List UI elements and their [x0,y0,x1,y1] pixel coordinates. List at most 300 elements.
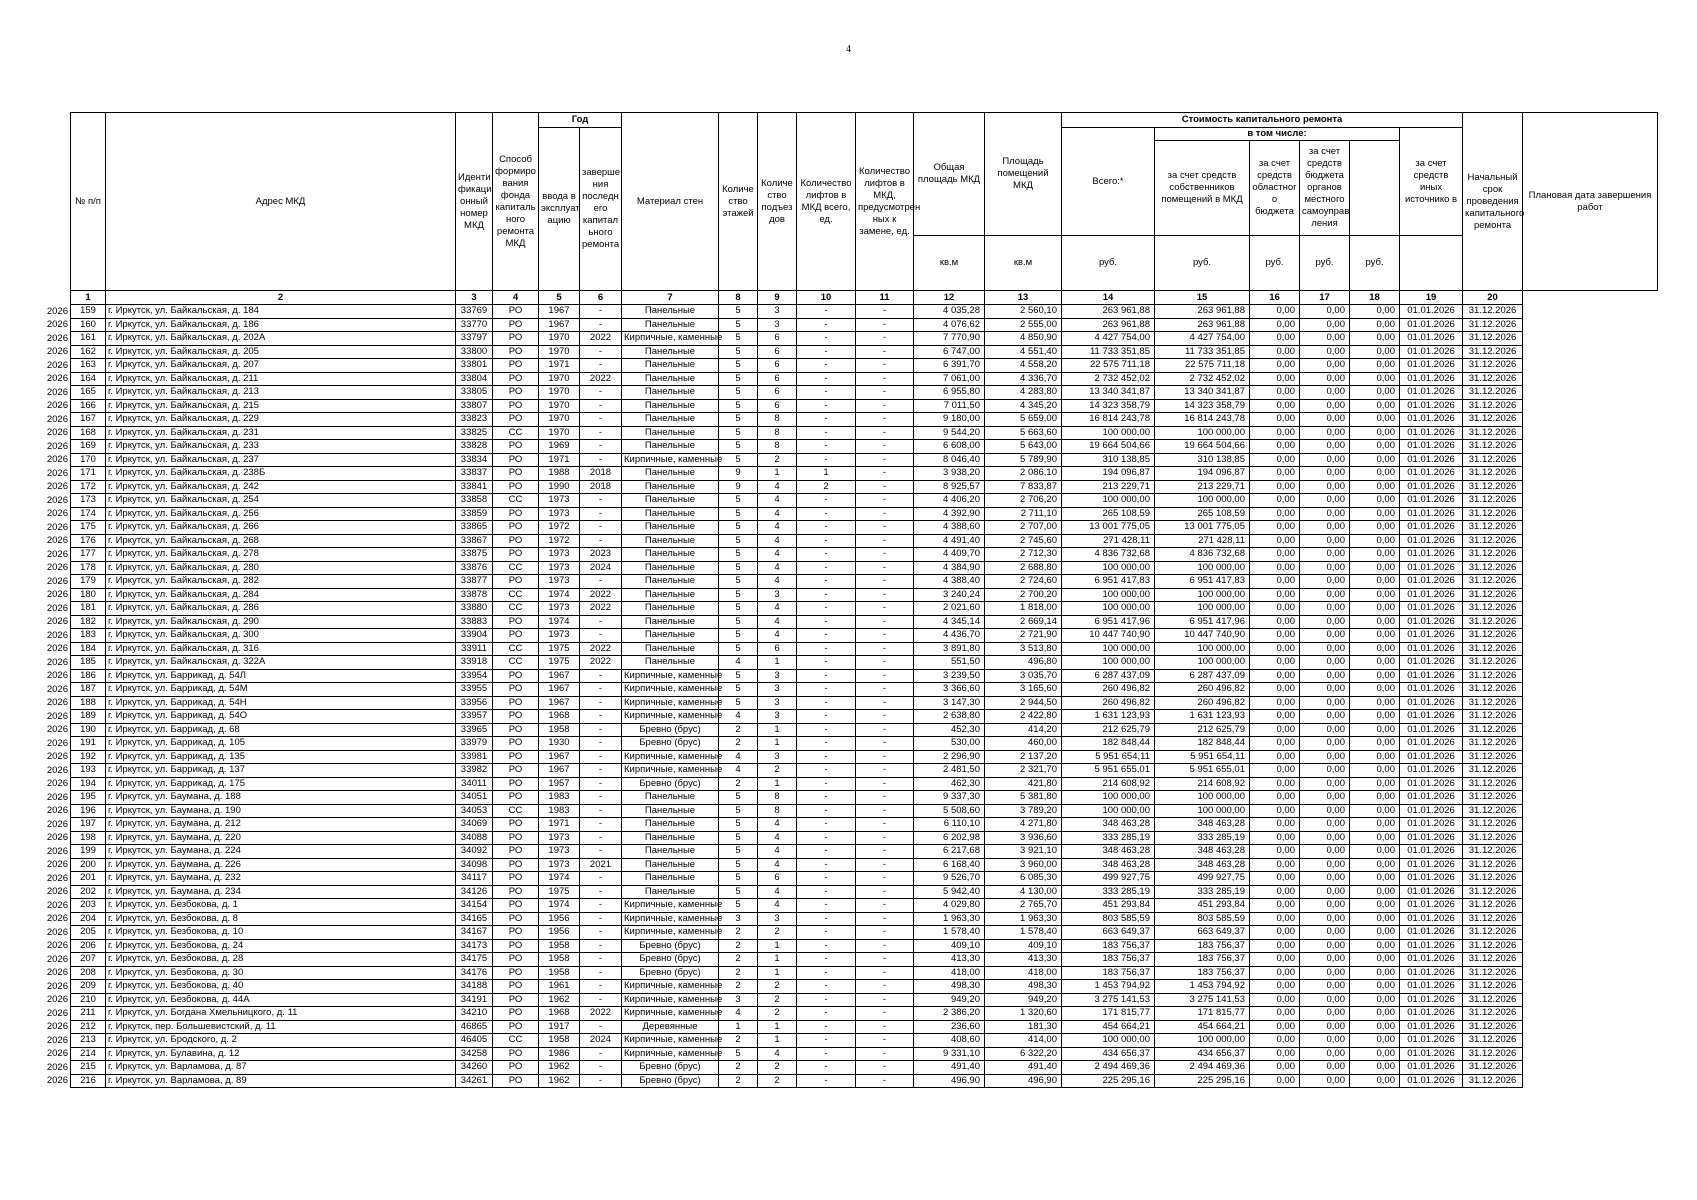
row-no: 170 [71,453,106,467]
table-row [71,872,1658,886]
cost-regional: 0,00 [1250,656,1300,670]
wall-material: Панельные [622,804,719,818]
year-commission: 1973 [539,561,580,575]
lifts-replace: - [856,953,914,967]
fund-method: РО [493,1020,539,1034]
year-last-repair: 2022 [580,602,622,616]
cost-local: 0,00 [1300,683,1350,697]
premises-area: 4 558,20 [985,359,1062,373]
year-commission: 1973 [539,548,580,562]
plan-year: 2026 [46,980,68,992]
premises-area: 4 336,70 [985,372,1062,386]
mkd-id: 33956 [456,696,493,710]
mkd-id: 34154 [456,899,493,913]
address: г. Иркутск, ул. Байкальская, д. 202А [106,332,456,346]
cost-other: 0,00 [1350,953,1400,967]
plan-year: 2026 [46,494,68,506]
row-no: 173 [71,494,106,508]
table-row [71,953,1658,967]
mkd-id: 34098 [456,858,493,872]
cost-regional: 0,00 [1250,872,1300,886]
cost-other: 0,00 [1350,993,1400,1007]
address: г. Иркутск, ул. Байкальская, д. 316 [106,642,456,656]
cost-total: 182 848,44 [1062,737,1155,751]
lifts-replace: - [856,1007,914,1021]
cost-local: 0,00 [1300,372,1350,386]
premises-area: 7 833,87 [985,480,1062,494]
plan-year: 2026 [46,886,68,897]
floors: 2 [719,939,758,953]
cost-regional: 0,00 [1250,359,1300,373]
cost-owners: 260 496,82 [1155,683,1250,697]
start-date: 01.01.2026 [1400,602,1463,616]
cost-local: 0,00 [1300,696,1350,710]
lifts-total: - [797,885,856,899]
lifts-replace: - [856,683,914,697]
cost-local: 0,00 [1300,318,1350,332]
premises-area: 460,00 [985,737,1062,751]
year-commission: 1974 [539,615,580,629]
entrances: 4 [758,534,797,548]
lifts-replace: - [856,710,914,724]
row-no: 169 [71,440,106,454]
plan-year: 2026 [46,805,68,816]
total-area: 9 544,20 [914,426,985,440]
mkd-id: 34053 [456,804,493,818]
mkd-id: 33769 [456,305,493,319]
year-last-repair: - [580,953,622,967]
start-date: 01.01.2026 [1400,993,1463,1007]
cost-regional: 0,00 [1250,939,1300,953]
cost-total: 2 494 469,36 [1062,1061,1155,1075]
table-row [71,1074,1658,1088]
premises-area: 3 936,60 [985,831,1062,845]
cost-total: 348 463,28 [1062,845,1155,859]
wall-material: Панельные [622,642,719,656]
year-commission: 1983 [539,804,580,818]
premises-area: 4 271,80 [985,818,1062,832]
lifts-replace: - [856,1047,914,1061]
wall-material: Панельные [622,534,719,548]
year-last-repair: - [580,899,622,913]
year-last-repair: - [580,791,622,805]
floors: 5 [719,642,758,656]
lifts-total: - [797,1047,856,1061]
wall-material: Панельные [622,359,719,373]
cost-other: 0,00 [1350,629,1400,643]
mkd-id: 34260 [456,1061,493,1075]
year-last-repair: 2024 [580,561,622,575]
address: г. Иркутск, ул. Байкальская, д. 205 [106,345,456,359]
table-row [71,750,1658,764]
year-commission: 1967 [539,696,580,710]
cost-total: 6 951 417,83 [1062,575,1155,589]
year-last-repair: - [580,872,622,886]
cost-regional: 0,00 [1250,750,1300,764]
end-date: 31.12.2026 [1463,723,1523,737]
entrances: 3 [758,912,797,926]
plan-year: 2026 [46,346,68,357]
lifts-total: - [797,791,856,805]
start-date: 01.01.2026 [1400,494,1463,508]
year-commission: 1962 [539,993,580,1007]
cost-total: 212 625,79 [1062,723,1155,737]
premises-area: 2 560,10 [985,305,1062,319]
floors: 5 [719,561,758,575]
cost-regional: 0,00 [1250,521,1300,535]
end-date: 31.12.2026 [1463,926,1523,940]
cost-regional: 0,00 [1250,966,1300,980]
lifts-replace: - [856,561,914,575]
lifts-total: - [797,818,856,832]
end-date: 31.12.2026 [1463,683,1523,697]
cost-owners: 803 585,59 [1155,912,1250,926]
table-row [71,696,1658,710]
cost-other: 0,00 [1350,710,1400,724]
cost-other: 0,00 [1350,399,1400,413]
address: г. Иркутск, ул. Баррикад, д. 68 [106,723,456,737]
total-area: 6 955,80 [914,386,985,400]
plan-year: 2026 [46,521,68,533]
address: г. Иркутск, ул. Байкальская, д. 211 [106,372,456,386]
floors: 2 [719,966,758,980]
cost-other: 0,00 [1350,345,1400,359]
floors: 5 [719,534,758,548]
cost-owners: 100 000,00 [1155,426,1250,440]
cost-owners: 1 453 794,92 [1155,980,1250,994]
address: г. Иркутск, ул. Байкальская, д. 186 [106,318,456,332]
wall-material: Панельные [622,831,719,845]
table-row [71,521,1658,535]
premises-area: 6 322,20 [985,1047,1062,1061]
total-area: 491,40 [914,1061,985,1075]
cost-other: 0,00 [1350,818,1400,832]
year-commission: 1967 [539,750,580,764]
row-no: 163 [71,359,106,373]
lifts-total: - [797,845,856,859]
mkd-id: 34165 [456,912,493,926]
cost-other: 0,00 [1350,440,1400,454]
entrances: 1 [758,1020,797,1034]
cost-regional: 0,00 [1250,440,1300,454]
row-no: 203 [71,899,106,913]
end-date: 31.12.2026 [1463,777,1523,791]
fund-method: РО [493,1061,539,1075]
lifts-replace: - [856,467,914,481]
start-date: 01.01.2026 [1400,642,1463,656]
column-number-11: 11 [856,291,914,305]
cost-local: 0,00 [1300,980,1350,994]
cost-total: 6 287 437,09 [1062,669,1155,683]
end-date: 31.12.2026 [1463,345,1523,359]
year-last-repair: - [580,453,622,467]
fund-method: РО [493,885,539,899]
wall-material: Кирпичные, каменные [622,750,719,764]
address: г. Иркутск, ул. Байкальская, д. 254 [106,494,456,508]
floors: 5 [719,332,758,346]
column-number-4: 4 [493,291,539,305]
address: г. Иркутск, ул. Баррикад, д. 175 [106,777,456,791]
cost-local: 0,00 [1300,561,1350,575]
cost-local: 0,00 [1300,845,1350,859]
premises-area: 949,20 [985,993,1062,1007]
plan-year: 2026 [46,926,68,938]
entrances: 2 [758,1007,797,1021]
entrances: 6 [758,872,797,886]
entrances: 1 [758,723,797,737]
total-area: 496,90 [914,1074,985,1088]
fund-method: РО [493,858,539,872]
cost-total: 1 631 123,93 [1062,710,1155,724]
cost-owners: 100 000,00 [1155,656,1250,670]
end-date: 31.12.2026 [1463,642,1523,656]
table-row [71,359,1658,373]
wall-material: Бревно (брус) [622,1074,719,1088]
lifts-replace: - [856,1061,914,1075]
entrances: 2 [758,453,797,467]
plan-year: 2026 [46,872,68,884]
start-date: 01.01.2026 [1400,737,1463,751]
fund-method: РО [493,669,539,683]
premises-area: 414,00 [985,1034,1062,1048]
total-area: 2 386,20 [914,1007,985,1021]
end-date: 31.12.2026 [1463,561,1523,575]
mkd-id: 33954 [456,669,493,683]
lifts-replace: - [856,332,914,346]
lifts-replace: - [856,480,914,494]
premises-area: 2 321,70 [985,764,1062,778]
header-year-commission: ввода в эксплуат ацию [539,128,580,291]
entrances: 4 [758,561,797,575]
start-date: 01.01.2026 [1400,912,1463,926]
lifts-replace: - [856,737,914,751]
start-date: 01.01.2026 [1400,777,1463,791]
end-date: 31.12.2026 [1463,480,1523,494]
plan-year: 2026 [46,629,68,641]
fund-method: СС [493,642,539,656]
year-last-repair: - [580,399,622,413]
cost-regional: 0,00 [1250,386,1300,400]
cost-regional: 0,00 [1250,372,1300,386]
wall-material: Бревно (брус) [622,723,719,737]
year-commission: 1973 [539,858,580,872]
lifts-replace: - [856,575,914,589]
cost-other: 0,00 [1350,966,1400,980]
end-date: 31.12.2026 [1463,602,1523,616]
total-area: 498,30 [914,980,985,994]
end-date: 31.12.2026 [1463,399,1523,413]
cost-regional: 0,00 [1250,1034,1300,1048]
start-date: 01.01.2026 [1400,764,1463,778]
mkd-id: 34126 [456,885,493,899]
year-last-repair: - [580,804,622,818]
cost-local: 0,00 [1300,480,1350,494]
row-no: 205 [71,926,106,940]
lifts-replace: - [856,858,914,872]
cost-owners: 2 732 452,02 [1155,372,1250,386]
plan-year: 2026 [46,440,68,452]
entrances: 8 [758,440,797,454]
address: г. Иркутск, ул. Байкальская, д. 256 [106,507,456,521]
lifts-replace: - [856,507,914,521]
wall-material: Панельные [622,845,719,859]
address: г. Иркутск, ул. Баррикад, д. 54М [106,683,456,697]
floors: 5 [719,845,758,859]
start-date: 01.01.2026 [1400,467,1463,481]
entrances: 4 [758,818,797,832]
mkd-id: 33837 [456,467,493,481]
cost-total: 183 756,37 [1062,939,1155,953]
lifts-total: - [797,494,856,508]
total-area: 4 409,70 [914,548,985,562]
cost-regional: 0,00 [1250,831,1300,845]
column-number-13: 13 [985,291,1062,305]
plan-year: 2026 [46,899,68,911]
address: г. Иркутск, ул. Безбокова, д. 40 [106,980,456,994]
cost-other: 0,00 [1350,723,1400,737]
year-last-repair: - [580,980,622,994]
header-start-date: Начальный срок проведения капитального ремонта [1463,113,1523,291]
unit-cost-owners: руб. [1155,236,1250,291]
premises-area: 2 707,00 [985,521,1062,535]
cost-local: 0,00 [1300,1007,1350,1021]
cost-local: 0,00 [1300,629,1350,643]
table-row [71,669,1658,683]
entrances: 4 [758,521,797,535]
mkd-id: 33880 [456,602,493,616]
lifts-replace: - [856,413,914,427]
cost-regional: 0,00 [1250,426,1300,440]
lifts-total: - [797,764,856,778]
wall-material: Бревно (брус) [622,1061,719,1075]
plan-year: 2026 [46,710,68,722]
address: г. Иркутск, ул. Баумана, д. 226 [106,858,456,872]
row-no: 189 [71,710,106,724]
row-no: 186 [71,669,106,683]
wall-material: Кирпичные, каменные [622,683,719,697]
lifts-total: - [797,723,856,737]
mkd-id: 33878 [456,588,493,602]
lifts-replace: - [856,669,914,683]
year-last-repair: - [580,629,622,643]
year-commission: 1971 [539,818,580,832]
end-date: 31.12.2026 [1463,629,1523,643]
fund-method: РО [493,777,539,791]
cost-owners: 454 664,21 [1155,1020,1250,1034]
wall-material: Кирпичные, каменные [622,980,719,994]
cost-other: 0,00 [1350,845,1400,859]
entrances: 6 [758,332,797,346]
unit-cost-local: руб. [1300,236,1350,291]
cost-other: 0,00 [1350,656,1400,670]
cost-total: 16 814 243,78 [1062,413,1155,427]
year-commission: 1972 [539,534,580,548]
floors: 5 [719,575,758,589]
cost-regional: 0,00 [1250,1074,1300,1088]
start-date: 01.01.2026 [1400,359,1463,373]
fund-method: РО [493,359,539,373]
year-last-repair: - [580,318,622,332]
lifts-replace: - [856,602,914,616]
premises-area: 414,20 [985,723,1062,737]
year-commission: 1986 [539,1047,580,1061]
wall-material: Панельные [622,791,719,805]
cost-regional: 0,00 [1250,737,1300,751]
row-no: 167 [71,413,106,427]
wall-material: Панельные [622,615,719,629]
table-body [71,305,1658,1088]
lifts-total: - [797,386,856,400]
plan-year: 2026 [46,791,68,803]
total-area: 6 391,70 [914,359,985,373]
fund-method: СС [493,656,539,670]
lifts-total: - [797,426,856,440]
cost-other: 0,00 [1350,413,1400,427]
table-row [71,777,1658,791]
row-no: 214 [71,1047,106,1061]
total-area: 3 938,20 [914,467,985,481]
fund-method: РО [493,980,539,994]
fund-method: РО [493,1007,539,1021]
start-date: 01.01.2026 [1400,953,1463,967]
cost-regional: 0,00 [1250,845,1300,859]
cost-owners: 451 293,84 [1155,899,1250,913]
entrances: 3 [758,710,797,724]
total-area: 551,50 [914,656,985,670]
row-no: 193 [71,764,106,778]
start-date: 01.01.2026 [1400,372,1463,386]
address: г. Иркутск, ул. Байкальская, д. 286 [106,602,456,616]
cost-total: 499 927,75 [1062,872,1155,886]
plan-year: 2026 [46,845,68,857]
wall-material: Кирпичные, каменные [622,912,719,926]
table-row [71,737,1658,751]
cost-owners: 214 608,92 [1155,777,1250,791]
plan-year: 2026 [46,953,68,965]
plan-year: 2026 [46,1034,68,1046]
lifts-total: - [797,696,856,710]
cost-local: 0,00 [1300,575,1350,589]
cost-owners: 333 285,19 [1155,885,1250,899]
floors: 5 [719,413,758,427]
lifts-total: - [797,980,856,994]
lifts-replace: - [856,494,914,508]
table-row [71,1020,1658,1034]
header-lifts-replace: Количество лифтов в МКД, предусмотрен ных к замене, ед. [856,113,914,291]
start-date: 01.01.2026 [1400,885,1463,899]
year-last-repair: - [580,926,622,940]
cost-other: 0,00 [1350,1007,1400,1021]
row-no: 202 [71,885,106,899]
mkd-id: 34188 [456,980,493,994]
cost-regional: 0,00 [1250,993,1300,1007]
premises-area: 181,30 [985,1020,1062,1034]
floors: 4 [719,764,758,778]
premises-area: 5 663,60 [985,426,1062,440]
cost-local: 0,00 [1300,804,1350,818]
plan-year: 2026 [46,319,68,330]
fund-method: РО [493,683,539,697]
fund-method: РО [493,548,539,562]
lifts-total: - [797,521,856,535]
end-date: 31.12.2026 [1463,1074,1523,1088]
row-no: 207 [71,953,106,967]
mkd-id: 34051 [456,791,493,805]
header-id: Иденти фикаци онный номер МКД [456,113,493,291]
cost-other: 0,00 [1350,1074,1400,1088]
cost-local: 0,00 [1300,966,1350,980]
wall-material: Кирпичные, каменные [622,453,719,467]
